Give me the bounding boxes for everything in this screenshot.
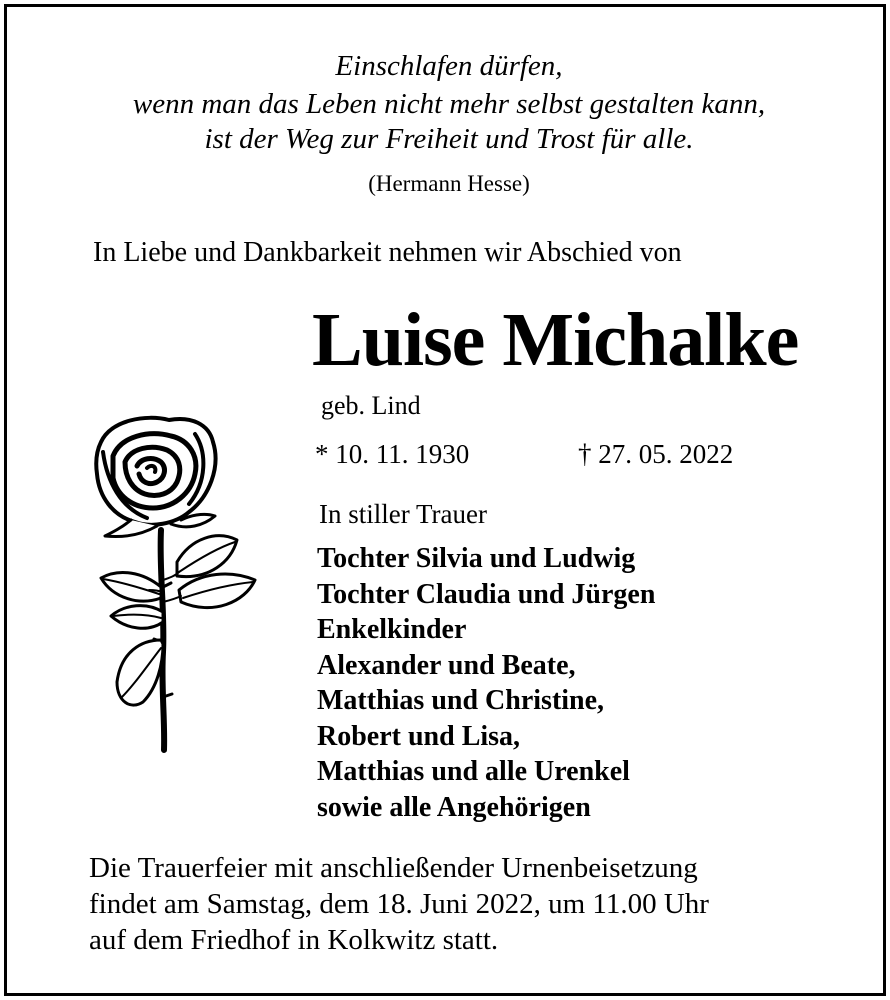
quote-line-3: ist der Weg zur Freiheit und Trost für alle. xyxy=(204,123,694,155)
mourner-line: Robert und Lisa, xyxy=(317,720,521,752)
mourner-line: Matthias und alle Urenkel xyxy=(317,756,630,787)
intro-text: In Liebe und Dankbarkeit nehmen wir Abschied von xyxy=(93,237,682,268)
mourner-line: Enkelkinder xyxy=(317,614,467,645)
mourner-line: sowie alle Angehörigen xyxy=(317,791,591,823)
mourner-line: Tochter Silvia und Ludwig xyxy=(317,543,636,574)
mourners-list xyxy=(317,541,655,825)
obituary-frame xyxy=(4,4,886,996)
mourner-line: Alexander und Beate, xyxy=(317,649,576,681)
mourners-label: In stiller Trauer xyxy=(319,499,487,529)
service-line: Die Trauerfeier mit anschließender Urnenbeisetzung xyxy=(89,852,698,884)
mourner-line: Matthias und Christine, xyxy=(317,685,605,716)
service-line: auf dem Friedhof in Kolkwitz statt. xyxy=(89,924,499,956)
mourner-line: Tochter Claudia und Jürgen xyxy=(317,578,656,610)
quote-line-2: wenn man das Leben nicht mehr selbst gestalten kann, xyxy=(132,88,766,120)
rose-icon xyxy=(91,412,263,757)
service-line: findet am Samstag, dem 18. Juni 2022, um 11.00 Uhr xyxy=(89,888,709,920)
service-info xyxy=(89,850,709,958)
quote-line-1: Einschlafen dürfen, xyxy=(335,50,563,82)
death-date: † 27. 05. 2022 xyxy=(578,439,734,469)
deceased-name: Luise Michalke xyxy=(312,298,799,382)
maiden-name: geb. Lind xyxy=(321,391,421,420)
birth-date: * 10. 11. 1930 xyxy=(315,439,470,469)
quote-author: (Hermann Hesse) xyxy=(368,171,530,196)
